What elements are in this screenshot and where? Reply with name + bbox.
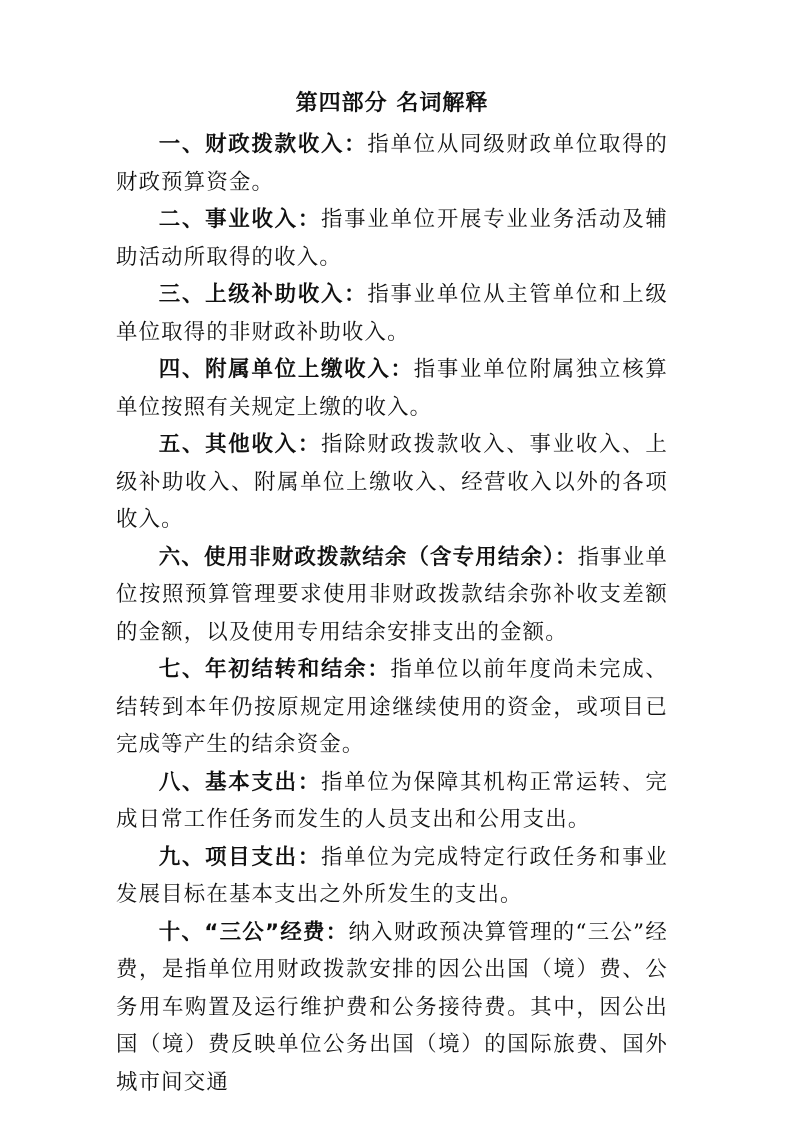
- definition-term: 八、基本支出：: [158, 769, 321, 795]
- definition-text: 指单位从同级财政单位取得的财政预算资金。: [116, 132, 668, 195]
- definition-paragraph: [116, 351, 668, 426]
- definition-term: 六、使用非财政拨款结余（含专用结余）：: [158, 544, 578, 570]
- definition-text: 指除财政拨款收入、事业收入、上级补助收入、附属单位上缴收入、经营收入以外的各项收入。: [116, 432, 668, 532]
- definition-text: 指单位为保障其机构正常运转、完成日常工作任务而发生的人员支出和公用支出。: [116, 769, 668, 832]
- definition-paragraph: [116, 764, 668, 839]
- definition-term: 四、附属单位上缴收入：: [158, 357, 414, 382]
- definition-paragraph: [116, 126, 668, 201]
- definition-term: 一、财政拨款收入：: [158, 132, 368, 157]
- definition-term: 五、其他收入：: [158, 432, 321, 457]
- definition-text: 指事业单位附属独立核算单位按照有关规定上缴的收入。: [116, 357, 668, 420]
- definition-text: 指事业单位开展专业业务活动及辅助活动所取得的收入。: [116, 207, 668, 270]
- definition-text: 指单位以前年度尚未完成、结转到本年仍按原规定用途继续使用的资金，或项目已完成等产生的结余资金。: [116, 657, 668, 757]
- definition-text: 指事业单位从主管单位和上级单位取得的非财政补助收入。: [116, 282, 668, 345]
- definition-term: 三、上级补助收入：: [158, 282, 368, 307]
- definition-term: 二、事业收入：: [158, 207, 321, 232]
- definition-paragraph: [116, 539, 668, 652]
- definition-text: 指单位为完成特定行政任务和事业发展目标在基本支出之外所发生的支出。: [116, 844, 668, 907]
- definition-paragraph: [116, 426, 668, 539]
- definition-paragraph: [116, 276, 668, 351]
- definition-paragraph: [116, 651, 668, 764]
- definition-term: 七、年初结转和结余：: [158, 657, 391, 682]
- document-page: [116, 88, 668, 1101]
- definition-paragraph: [116, 839, 668, 914]
- definition-term: 十、“三公”经费：: [158, 919, 349, 945]
- definition-paragraph: [116, 201, 668, 276]
- definition-text: 纳入财政预决算管理的“三公”经费，是指单位用财政拨款安排的因公出国（境）费、公务用车购置及运行维护费和公务接待费。其中，因公出国（境）费反映单位公务出国（境）的国际旅费、国外城市间交通: [116, 919, 668, 1095]
- definition-text: 指事业单位按照预算管理要求使用非财政拨款结余弥补收支差额的金额，以及使用专用结余安排支出的金额。: [116, 544, 668, 645]
- page-title: 第四部分 名词解释: [295, 91, 489, 116]
- definition-paragraph: [116, 914, 668, 1102]
- definition-term: 九、项目支出：: [158, 844, 321, 870]
